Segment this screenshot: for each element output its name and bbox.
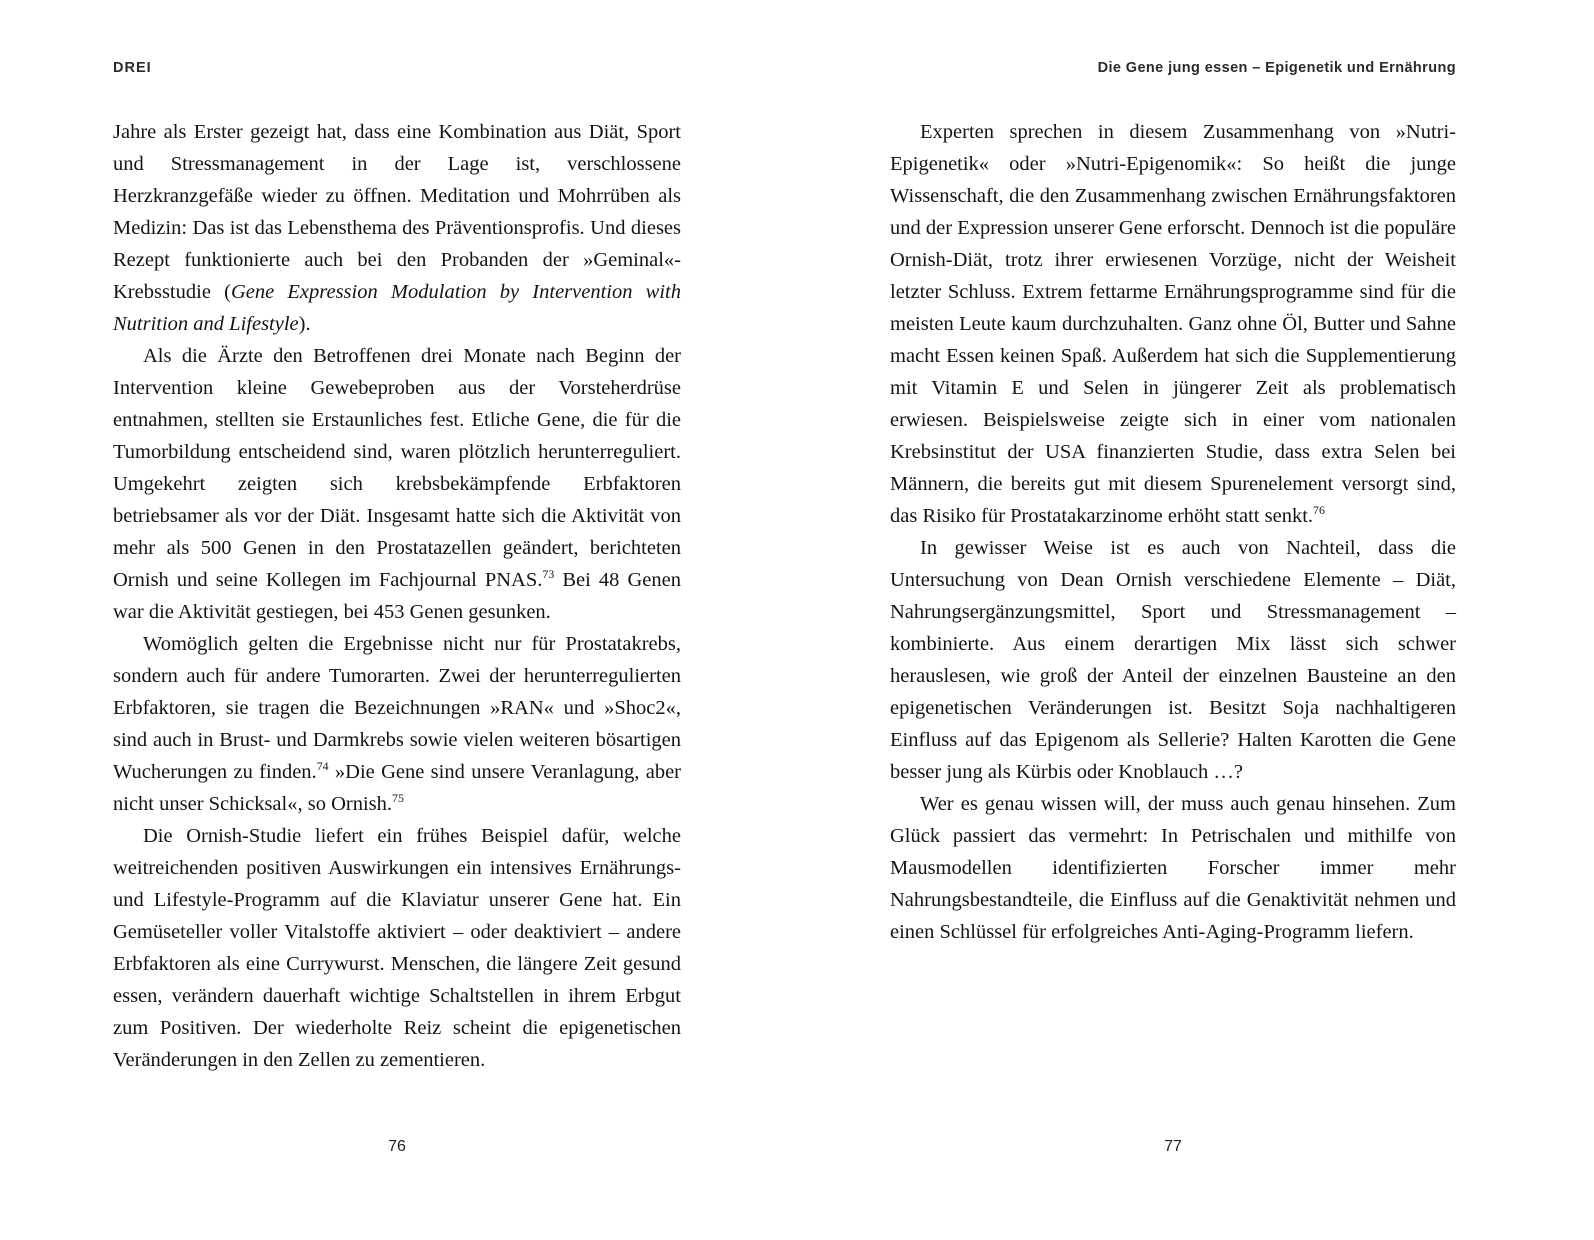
- body-paragraph: Womöglich gelten die Ergebnisse nicht nur für Prostatakrebs, sondern auch für andere Tumorarten. Zwei der herunterregulierten Erbfaktoren, sie tragen die Bezeichnungen »RAN« und »Shoc2«, sind auch in Brust- und Darmkrebs sowie vielen weiteren bösartigen Wucherungen zu finden.$^{74}$ »Die Gene sind unsere Veranlagung, aber nicht unser Schicksal«, so Ornish.$^{75}$: [113, 633, 681, 815]
- body-paragraph: Jahre als Erster gezeigt hat, dass eine Kombination aus Diät, Sport und Stressmanagement in der Lage ist, verschlossene Herzkranzgefäße wieder zu öffnen. Meditation und Mohrrüben als Medizin: Das ist das Lebensthema des Präventionsprofis. Und dieses Rezept funktionierte auch bei den Probanden der »Geminal«-Krebsstudie (Gene Expression Modulation by Intervention with Nutrition and Lifestyle).: [113, 121, 681, 335]
- page-number-right: 77: [1164, 1138, 1182, 1155]
- running-head-left: DREI: [113, 60, 152, 76]
- body-paragraph: Die Ornish-Studie liefert ein frühes Beispiel dafür, welche weitreichenden positiven Auswirkungen ein intensives Ernährungs- und Lifestyle-Programm auf die Klaviatur unserer Gene hat. Ein Gemüseteller voller Vitalstoffe aktiviert – oder deaktiviert – andere Erbfaktoren als eine Currywurst. Menschen, die längere Zeit gesund essen, verändern dauerhaft wichtige Schaltstellen in ihrem Erbgut zum Positiven. Der wiederholte Reiz scheint die epigenetischen Veränderungen in den Zellen zu zementieren.: [113, 825, 681, 1071]
- body-paragraph: Experten sprechen in diesem Zusammenhang von »Nutri-Epigenetik« oder »Nutri-Epigenomik«: So heißt die junge Wissenschaft, die den Zusammenhang zwischen Ernährungsfaktoren und der Expression unserer Gene erforscht. Dennoch ist die populäre Ornish-Diät, trotz ihrer erwiesenen Vorzüge, nicht der Weisheit letzter Schluss. Extrem fettarme Ernährungsprogramme sind für die meisten Leute kaum durchzuhalten. Ganz ohne Öl, Butter und Sahne macht Essen keinen Spaß. Außerdem hat sich die Supplementierung mit Vitamin E und Selen in jüngerer Zeit als problematisch erwiesen. Beispielsweise zeigte sich in einer vom nationalen Krebsinstitut der USA finanzierten Studie, dass extra Selen bei Männern, die bereits gut mit diesem Spurenelement versorgt sind, das Risiko für Prostatakarzinome erhöht statt senkt.$^{76}$: [890, 121, 1456, 527]
- running-head-right: Die Gene jung essen – Epigenetik und Ernährung: [1097, 60, 1456, 76]
- text-column-left: [113, 116, 681, 1076]
- body-paragraph: In gewisser Weise ist es auch von Nachteil, dass die Untersuchung von Dean Ornish verschiedene Elemente – Diät, Nahrungsergänzungsmittel, Sport und Stressmanagement – kombinierte. Aus einem derartigen Mix lässt sich schwer herauslesen, wie groß der Anteil der einzelnen Bausteine an den epigenetischen Veränderungen ist. Besitzt Soja nachhaltigeren Einfluss auf das Epigenom als Sellerie? Halten Karotten die Gene besser jung als Kürbis oder Knoblauch …?: [890, 537, 1456, 783]
- text-column-right: [890, 116, 1456, 948]
- page-number-left: 76: [388, 1138, 406, 1155]
- body-paragraph: Als die Ärzte den Betroffenen drei Monate nach Beginn der Intervention kleine Gewebeproben aus der Vorsteherdrüse entnahmen, stellten sie Erstaunliches fest. Etliche Gene, die für die Tumorbildung entscheidend sind, waren plötzlich herunterreguliert. Umgekehrt zeigten sich krebsbekämpfende Erbfaktoren betriebsamer als vor der Diät. Insgesamt hatte sich die Aktivität von mehr als 500 Genen in den Prostatazellen geändert, berichteten Ornish und seine Kollegen im Fachjournal PNAS.$^{73}$ Bei 48 Genen war die Aktivität gestiegen, bei 453 Genen gesunken.: [113, 345, 681, 623]
- body-paragraph: Wer es genau wissen will, der muss auch genau hinsehen. Zum Glück passiert das vermehrt: In Petrischalen und mithilfe von Mausmodellen identifizierten Forscher immer mehr Nahrungsbestandteile, die Einfluss auf die Genaktivität nehmen und einen Schlüssel für erfolgreiches Anti-Aging-Programm liefern.: [890, 793, 1456, 943]
